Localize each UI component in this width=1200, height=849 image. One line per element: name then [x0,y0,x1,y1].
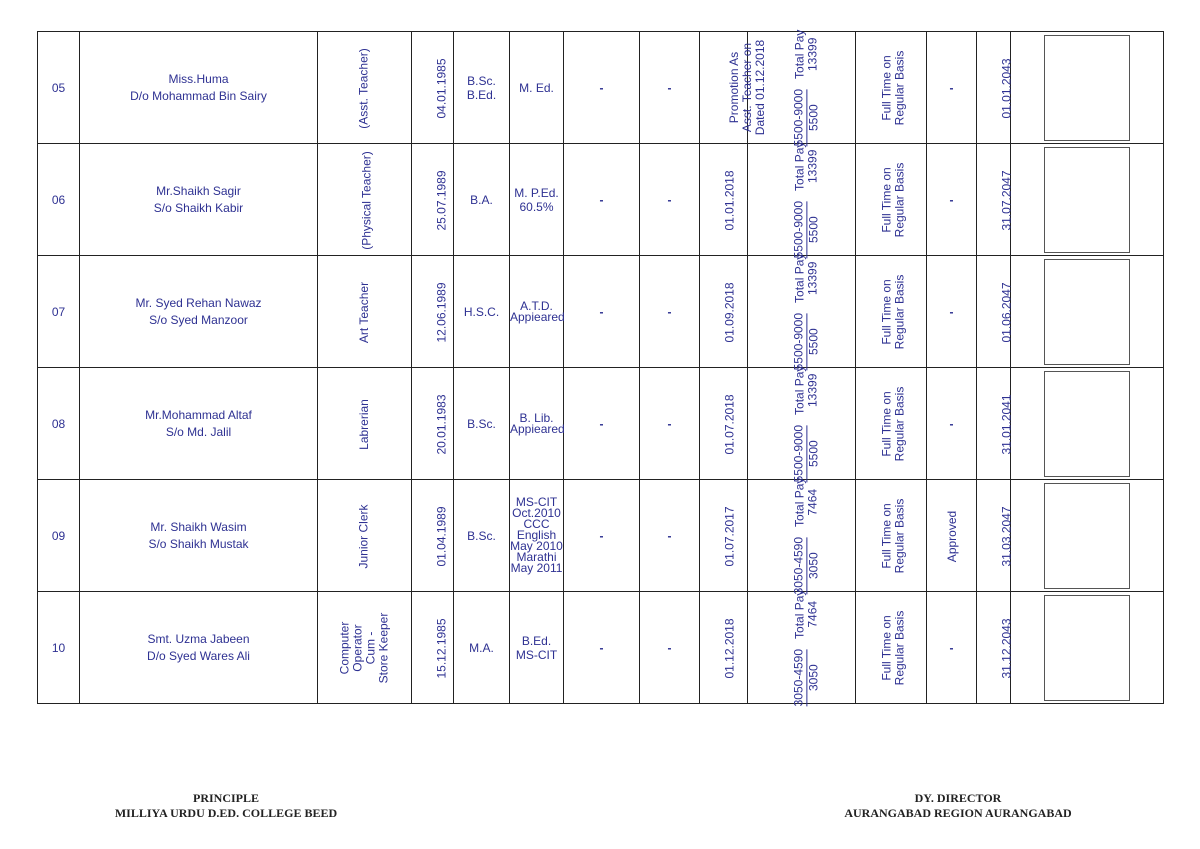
approval-cell [927,480,977,592]
pay-scale [792,254,820,371]
column-a-value: - [564,592,640,704]
retirement-date: 31.03.2047 [999,505,1014,567]
date-of-birth: 25.07.1989 [434,169,449,231]
designation-line: (Physical Teacher) [359,150,374,250]
designation-line: (Asst. Teacher) [356,47,371,129]
designation-cell [318,368,412,480]
appointment-line: 01.09.2018 [722,281,737,343]
nature-of-appointment-cell [856,144,927,256]
pay-fraction [792,201,820,258]
designation-cell [318,256,412,368]
employee-name-cell [80,480,318,592]
employee-name-line: Smt. Uzma Jabeen [147,631,250,646]
employee-name-line: Miss.Huma [168,71,229,86]
professional-qualification-line: MS-CIT [515,495,558,509]
retirement-date: 31.07.2047 [999,169,1014,231]
qualification-line: B.Sc. [467,416,496,431]
photo-cell [1011,368,1164,480]
professional-qualification-cell [510,144,564,256]
appointment-date [724,170,737,230]
dob-cell [412,592,454,704]
qualification-line: H.S.C. [463,304,500,319]
pay-scale-range: 5500-9000 [791,312,806,371]
appointment-date-cell [700,32,768,144]
nature-of-appointment-cell [856,256,927,368]
designation-line: Art Teacher [357,281,371,343]
employee-name-line: S/o Shaikh Mustak [148,536,249,551]
designation-cell [318,480,412,592]
pay-scale-range: 5500-9000 [791,200,806,259]
total-pay-value: 7464 [805,600,820,628]
employee-name-line: Mr. Shaikh Wasim [150,519,247,534]
approval-cell: - [927,256,977,368]
serial-number: 07 [38,256,80,368]
nature-of-appointment [880,162,906,237]
column-b-value: - [640,592,700,704]
pay-fraction [792,425,820,482]
appointment-date-cell [700,592,748,704]
nature-line: Regular Basis [892,386,907,461]
professional-qualification-line: May 2010 [510,539,563,553]
column-a-value: - [564,144,640,256]
professional-qualification-line: B.Ed. [521,633,552,648]
nature-of-appointment [880,498,906,573]
total-pay [793,478,819,527]
professional-qualification-cell [510,480,564,592]
appointment-line: 01.07.2018 [722,393,737,455]
director-signature-block [826,791,1090,821]
pay-scale-range: 5500-9000 [791,424,806,483]
employee-name-cell [80,368,318,480]
employee-name-cell [80,144,318,256]
retirement-date-cell [977,480,1014,592]
professional-qualification-line: M. Ed. [519,80,554,95]
total-pay [793,254,819,303]
photo-cell [1011,256,1164,368]
retirement-date: 01.06.2047 [999,281,1014,343]
employee-name-line: Mr.Shaikh Sagir [156,183,241,198]
pay-scale-cell [748,253,856,371]
professional-qualification-cell [510,368,564,480]
total-pay-value: 13399 [805,149,820,183]
basic-pay: 3050 [806,552,821,580]
college-name: MILLIYA URDU D.ED. COLLEGE BEED [114,806,338,820]
dob-cell [412,480,454,592]
employee-photo [1044,35,1130,141]
employee-photo [1044,147,1130,253]
designation-cell [318,592,412,704]
column-b-value: - [640,256,700,368]
principal-signature-block [96,791,356,821]
nature-line: Regular Basis [892,498,907,573]
employee-name-line: D/o Mohammad Bin Sairy [130,88,267,103]
nature-of-appointment-cell [856,32,927,144]
retirement-date: 31.12.2043 [999,617,1014,679]
designation-text [358,281,371,342]
pay-scale [792,30,820,147]
pay-scale-range: 3050-4590 [791,536,806,595]
pay-scale-cell [748,365,856,483]
nature-of-appointment [880,386,906,461]
approval-cell: - [927,32,977,144]
pay-fraction [792,537,820,594]
nature-line: Full Time on [879,278,894,345]
employee-photo [1044,595,1130,701]
qualification-line: B.Sc. [467,528,496,543]
total-pay-label: Total Pay [792,365,807,415]
retirement-date: 01.01.2043 [999,57,1014,119]
retirement-date-cell [977,256,1014,368]
nature-line: Regular Basis [892,50,907,125]
pay-scale-range: 3050-4590 [791,648,806,707]
column-b-value: - [640,144,700,256]
professional-qualification-line: MS-CIT [515,647,558,662]
employee-name-cell [80,32,318,144]
pay-scale-cell [748,477,856,595]
total-pay-value: 13399 [805,373,820,407]
table-row [38,480,1164,592]
qualification-cell [454,592,510,704]
nature-line: Regular Basis [892,162,907,237]
total-pay [793,142,819,191]
total-pay-label: Total Pay [792,141,807,191]
appointment-date-cell [700,368,748,480]
table-row [38,592,1164,704]
appointment-line: 01.01.2018 [722,169,737,231]
professional-qualification-cell [510,32,564,144]
designation-text [358,399,371,450]
appointment-date [724,394,737,454]
table-row [38,368,1164,480]
column-a-value: - [564,32,640,144]
director-title: DY. DIRECTOR [914,791,1002,805]
qualification-line: B.A. [470,192,493,207]
qualification-cell [454,256,510,368]
employee-photo [1044,371,1130,477]
professional-qualification-cell [510,592,564,704]
pay-scale [792,478,820,595]
serial-number: 10 [38,592,80,704]
serial-number: 09 [38,480,80,592]
photo-cell [1011,592,1164,704]
designation-line: Operator [350,623,365,672]
nature-line: Regular Basis [892,610,907,685]
approval-cell: - [927,144,977,256]
professional-qualification-line: Appieared [510,309,565,324]
pay-scale-cell [748,29,856,147]
dob-cell [412,32,454,144]
retirement-date-cell [977,32,1014,144]
total-pay [793,366,819,415]
dob-cell [412,144,454,256]
basic-pay: 5500 [806,216,821,244]
approval-status: Approved [945,510,960,562]
pay-fraction [792,649,820,706]
nature-line: Full Time on [879,390,894,457]
designation-text [358,504,371,568]
designation-text [361,151,374,249]
dob-cell [412,256,454,368]
professional-qualification-line: A.T.D. [520,298,553,313]
qualification-line: B.Ed. [466,87,497,102]
nature-of-appointment-cell [856,368,927,480]
pay-scale [792,142,820,259]
serial-number: 08 [38,368,80,480]
designation-line: Cum - [363,631,378,664]
designation-line: Computer [337,621,352,674]
professional-qualification-line: CCC [523,517,550,531]
appointment-date-cell [700,480,748,592]
table-row [38,144,1164,256]
professional-qualification-line: B. Lib. [519,410,554,425]
pay-scale-cell [748,589,856,707]
total-pay-label: Total Pay [792,589,807,639]
employee-name-cell [80,256,318,368]
total-pay-label: Total Pay [792,29,807,79]
employee-photo [1044,483,1130,589]
professional-qualification-line: 60.5% [519,199,554,214]
appointment-line: 01.12.2018 [722,617,737,679]
employee-name-line: S/o Syed Manzoor [149,312,248,327]
designation-line: Labrerian [356,398,371,450]
employee-name-line: Mr. Syed Rehan Nawaz [135,295,262,310]
appointment-date [724,282,737,342]
appointment-date-cell [700,144,748,256]
employee-name-line: D/o Syed Wares Ali [147,648,250,663]
retirement-date: 31.01.2041 [999,393,1014,455]
region-name: AURANGABAD REGION AURANGABAD [844,806,1072,820]
appointment-date-cell [700,256,748,368]
basic-pay: 5500 [806,104,821,132]
total-pay [793,590,819,639]
total-pay-label: Total Pay [792,253,807,303]
professional-qualification-line: May 2011 [510,561,563,575]
total-pay-label: Total Pay [792,477,807,527]
photo-cell [1011,144,1164,256]
nature-line: Full Time on [879,614,894,681]
professional-qualification-line: Marathi [516,550,557,564]
date-of-birth: 15.12.1985 [434,617,449,679]
designation-cell [318,144,412,256]
date-of-birth: 12.06.1989 [434,281,449,343]
pay-fraction [792,313,820,370]
pay-scale-range: 5500-9000 [791,88,806,147]
basic-pay: 5500 [806,328,821,356]
appointment-line: Asst. Teacher on [740,42,755,133]
qualification-line: B.Sc. [467,73,496,88]
photo-cell [1011,32,1164,144]
staff-table [37,29,1164,707]
pay-scale [792,590,820,707]
retirement-date-cell [977,592,1014,704]
retirement-date-cell [977,144,1014,256]
employee-name-line: S/o Md. Jalil [165,424,232,439]
table-row [38,256,1164,368]
retirement-date-cell [977,368,1014,480]
designation-text [339,612,391,683]
nature-of-appointment [880,274,906,349]
column-a-value: - [564,480,640,592]
nature-line: Regular Basis [892,274,907,349]
nature-line: Full Time on [879,166,894,233]
column-a-value: - [564,368,640,480]
nature-of-appointment-cell [856,592,927,704]
total-pay-value: 13399 [805,261,820,295]
dob-cell [412,368,454,480]
total-pay-value: 7464 [805,488,820,516]
professional-qualification-line: M. P.Ed. [514,185,559,200]
qualification-cell [454,144,510,256]
nature-of-appointment [880,610,906,685]
date-of-birth: 04.01.1985 [434,57,449,119]
principal-title: PRINCIPLE [192,791,259,805]
nature-line: Full Time on [879,502,894,569]
employee-photo [1044,259,1130,365]
column-b-value: - [640,480,700,592]
employee-name-line: S/o Shaikh Kabir [153,200,244,215]
appointment-date [724,618,737,678]
pay-scale [792,366,820,483]
approval-cell: - [927,368,977,480]
appointment-date [724,506,737,566]
employee-name-line: Mr.Mohammad Altaf [145,407,252,422]
nature-of-appointment [880,50,906,125]
appointment-line: 01.07.2017 [722,505,737,567]
serial-number: 05 [38,32,80,144]
appointment-line: Dated 01.12.2018 [753,39,768,136]
appointment-line: Promotion As [727,51,742,124]
professional-qualification-line: Appieared [510,421,565,436]
nature-of-appointment-cell [856,480,927,592]
qualification-cell [454,480,510,592]
column-a-value: - [564,256,640,368]
total-pay-value: 13399 [805,37,820,71]
qualification-cell [454,368,510,480]
photo-cell [1011,480,1164,592]
qualification-cell [454,32,510,144]
table-row [38,32,1164,144]
basic-pay: 5500 [806,440,821,468]
serial-number: 06 [38,144,80,256]
column-b-value: - [640,368,700,480]
designation-text [358,48,371,128]
nature-line: Full Time on [879,54,894,121]
employee-name-cell [80,592,318,704]
designation-line: Store Keeper [376,612,391,683]
column-b-value: - [640,32,700,144]
professional-qualification-cell [510,256,564,368]
pay-scale-cell [748,141,856,259]
pay-fraction [792,89,820,146]
basic-pay: 3050 [806,664,821,692]
approval-cell: - [927,592,977,704]
date-of-birth: 20.01.1983 [434,393,449,455]
designation-cell [318,32,412,144]
professional-qualification-line: English [516,528,557,542]
designation-line: Junior Clerk [357,503,371,569]
date-of-birth: 01.04.1989 [434,505,449,567]
total-pay [793,30,819,79]
qualification-line: M.A. [469,640,494,655]
professional-qualification-line: Oct.2010 [512,506,561,520]
